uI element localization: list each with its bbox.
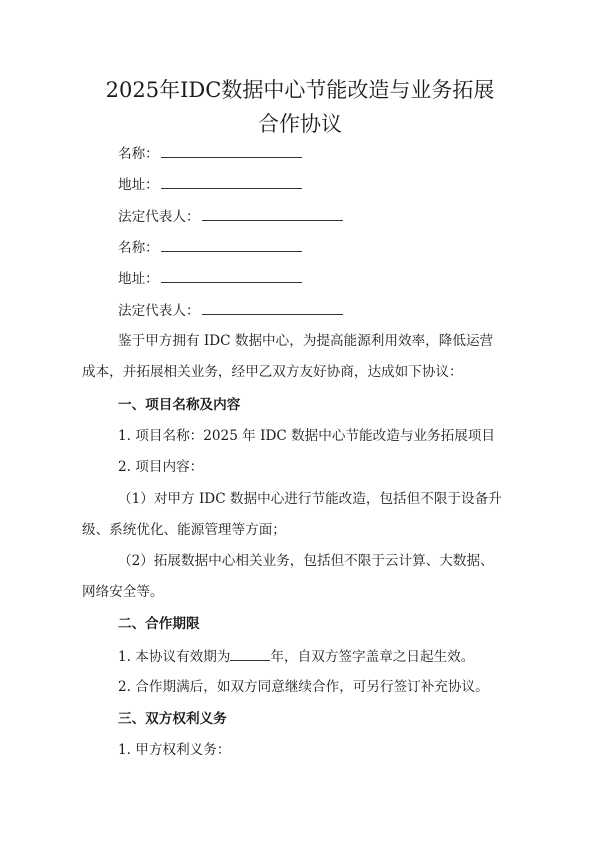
field-label: 地址：	[118, 271, 159, 287]
party-a-representative-field	[118, 206, 343, 227]
clause-text: 年，自双方签字盖章之日起生效。	[270, 649, 475, 665]
party-b-address-field	[118, 268, 302, 289]
document-title-line2: 合作协议	[258, 112, 342, 136]
fill-blank	[202, 206, 343, 221]
section-heading: 二、合作期限	[118, 616, 200, 632]
section-heading: 三、双方权利义务	[118, 711, 227, 727]
field-label: 法定代表人：	[118, 303, 200, 319]
field-label: 法定代表人：	[118, 209, 200, 225]
clause-item: 2. 合作期满后，如双方同意继续合作，可另行签订补充协议。	[118, 679, 489, 695]
party-a-name-field	[118, 143, 302, 164]
clause-item: 2. 项目内容：	[118, 459, 204, 475]
clause-subitem-cont: 级、系统优化、能源管理等方面；	[82, 522, 286, 538]
fill-blank	[161, 174, 302, 189]
field-label: 名称：	[118, 240, 159, 256]
clause-subitem: （2）拓展数据中心相关业务，包括但不限于云计算、大数据、	[118, 553, 494, 569]
clause-item	[118, 646, 474, 667]
preamble-line1: 鉴于甲方拥有 IDC 数据中心，为提高能源利用效率，降低运营	[118, 333, 494, 349]
fill-blank	[161, 268, 302, 283]
clause-item: 1. 项目名称：2025 年 IDC 数据中心节能改造与业务拓展项目	[118, 428, 495, 444]
party-b-name-field	[118, 237, 302, 258]
clause-item: 1. 甲方权利义务：	[118, 742, 231, 758]
party-b-representative-field	[118, 300, 343, 321]
fill-blank	[202, 300, 343, 315]
fill-blank	[161, 237, 302, 252]
clause-subitem: （1）对甲方 IDC 数据中心进行节能改造，包括但不限于设备升	[118, 491, 502, 507]
fill-blank	[230, 646, 270, 661]
field-label: 名称：	[118, 146, 159, 162]
section-heading: 一、项目名称及内容	[118, 397, 241, 413]
preamble-line2: 成本，并拓展相关业务，经甲乙双方友好协商，达成如下协议：	[82, 364, 463, 380]
document-title-line1: 2025年IDC数据中心节能改造与业务拓展	[105, 78, 495, 102]
clause-text: 1. 本协议有效期为	[118, 649, 231, 665]
field-label: 地址：	[118, 177, 159, 193]
clause-subitem-cont: 网络安全等。	[82, 584, 164, 600]
party-a-address-field	[118, 174, 302, 195]
fill-blank	[161, 143, 302, 158]
